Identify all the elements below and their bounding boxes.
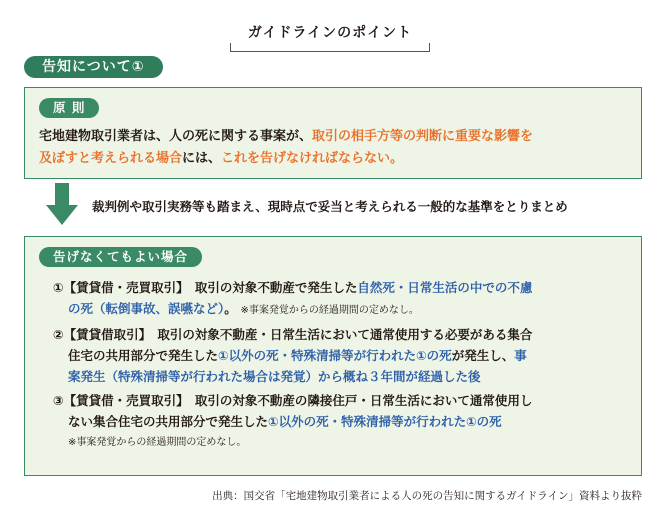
principle-box — [24, 87, 642, 179]
down-arrow-icon — [46, 183, 78, 227]
principle-text-2b: には、 — [182, 151, 222, 166]
page-title-block — [230, 12, 430, 52]
item3-note: ※事案発覚からの経過期間の定めなし。 — [68, 437, 247, 448]
exceptions-box — [24, 236, 642, 476]
arrow-caption: 裁判例や取引実務等も踏まえ、現時点で妥当と考えられる一般的な基準をとりまとめ — [92, 199, 568, 214]
principle-text-1a: 宅地建物取引業者は、人の死に関する事案が、 — [39, 129, 313, 144]
item2-line2b: ①以外の死・特殊清掃等が行われた①の死 — [218, 348, 452, 363]
item1-note: ※事案発覚からの経過期間の定めなし。 — [230, 305, 419, 316]
principle-label: 原 則 — [39, 98, 99, 118]
item2-line2c: が発生し、 — [451, 348, 515, 363]
item2-line1: ②【賃貸借取引】 取引の対象不動産・日常生活において通常使用する必要がある集合 — [53, 327, 533, 342]
principle-text-1b: 取引の相手方等の判断に重要な影響を — [312, 129, 534, 144]
principle-text-2a: 及ぼすと考えられる場合 — [39, 151, 183, 166]
exceptions-list — [53, 277, 633, 456]
item2-line2d: 事 — [514, 348, 527, 363]
item3-line1: ③【賃貸借・売買取引】 取引の対象不動産の隣接住戸・日常生活において通常使用し — [53, 393, 533, 408]
section-tab: 告知について① — [24, 56, 163, 78]
item2-line3: 案発生（特殊清掃等が行われた場合は発覚）から概ね３年間が経過した後 — [68, 369, 481, 384]
principle-text-2c: これを告げなければならない。 — [221, 151, 404, 166]
exceptions-label: 告げなくてもよい場合 — [39, 247, 202, 267]
item1-line1b: 自然死・日常生活の中での不慮 — [357, 280, 533, 295]
exception-item-3 — [53, 390, 633, 453]
exception-item-2 — [53, 324, 633, 387]
item2-line2a: 住宅の共用部分で発生した — [68, 348, 219, 363]
item3-line2b: ①以外の死・特殊清掃等が行われた①の死 — [268, 414, 502, 429]
item1-line2b: 。 — [224, 301, 231, 316]
item1-line1a: ①【賃貸借・売買取引】 取引の対象不動産で発生した — [53, 280, 358, 295]
exception-item-1 — [53, 277, 633, 321]
title-bracket-line — [230, 51, 430, 52]
item3-line2a: ない集合住宅の共用部分で発生した — [68, 414, 269, 429]
principle-text — [39, 126, 629, 170]
page-title: ガイドラインのポイント — [247, 25, 413, 41]
item1-line2a: の死（転倒事故、誤嚥など） — [68, 301, 225, 316]
source-citation: 出典：国交省「宅地建物取引業者による人の死の告知に関するガイドライン」資料より抜粋 — [212, 490, 642, 502]
